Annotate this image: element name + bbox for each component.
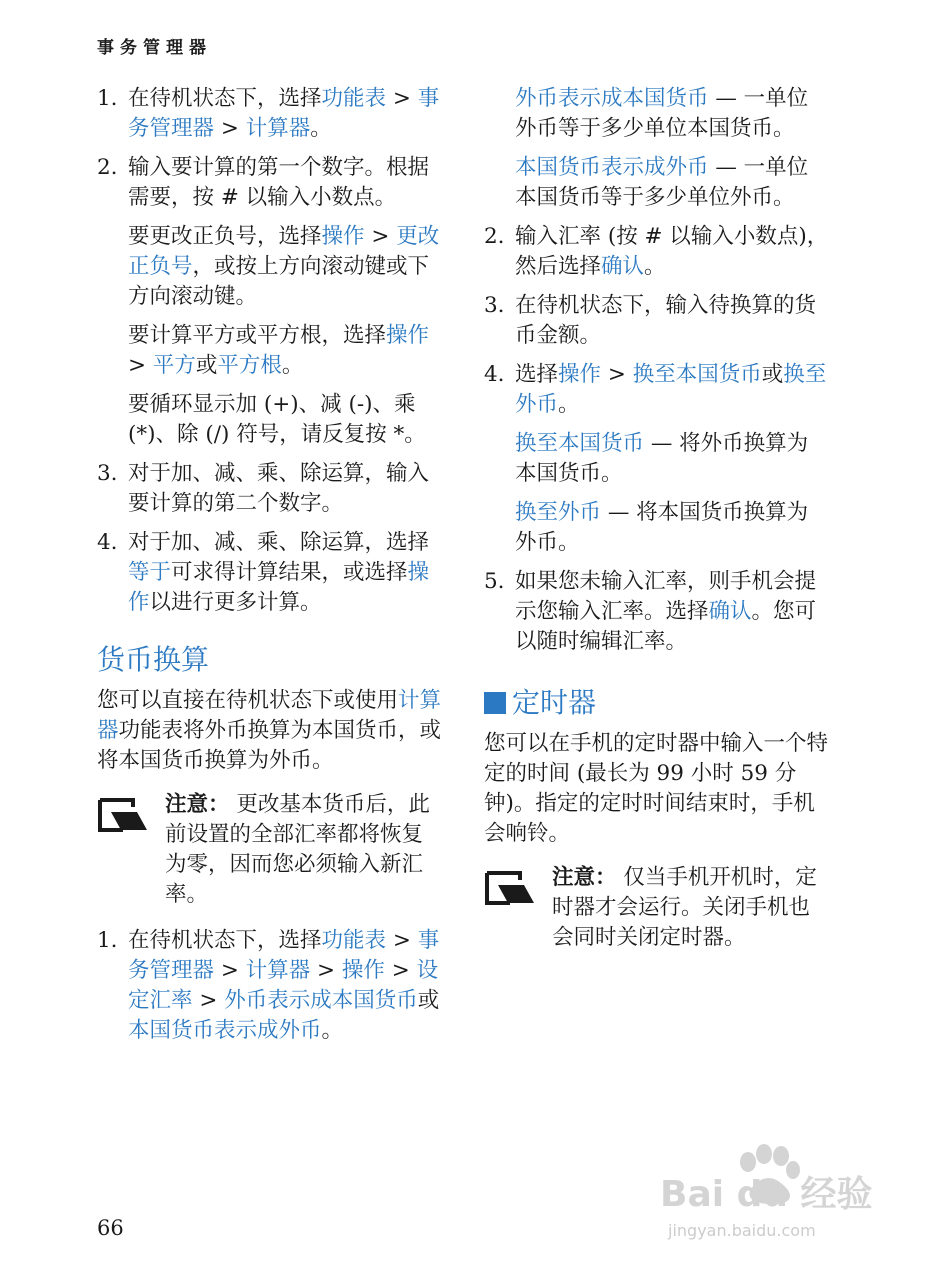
body-text: > — [214, 958, 246, 983]
menu-path-link: 操作 — [128, 560, 430, 615]
currency-steps-start — [97, 926, 442, 1046]
body-text: 输入要计算的第一个数字。根据需要，按 # 以输入小数点。 — [128, 155, 430, 210]
currency-options — [484, 84, 829, 213]
body-text: 对于加、减、乘、除运算，输入要计算的第二个数字。 — [128, 461, 430, 516]
body-text: 要计算平方或平方根，选择 — [128, 323, 387, 348]
step-text — [128, 459, 442, 519]
menu-path-link: 更改正负号 — [128, 224, 440, 279]
step-text — [128, 84, 442, 144]
note-pad-icon — [484, 869, 538, 909]
step-number: 1. — [97, 928, 118, 953]
menu-path-link: 计算器 — [245, 958, 311, 983]
step-text — [515, 222, 829, 282]
body-text: 输入汇率 (按 # 以输入小数点)，然后选择 — [515, 224, 829, 279]
step-text — [515, 567, 829, 657]
body-text: 。 — [558, 392, 580, 417]
step-sub-paragraph — [515, 84, 829, 144]
step-text — [515, 291, 829, 351]
step-number: 2. — [97, 155, 118, 180]
step-text — [128, 153, 442, 213]
step-text — [515, 360, 829, 420]
step-number: 1. — [97, 86, 118, 111]
step-number: 2. — [484, 224, 505, 249]
body-text: 。 — [281, 353, 304, 378]
step-number: 5. — [484, 569, 505, 594]
step-sub-paragraph — [128, 390, 442, 450]
body-text: 要更改正负号，选择 — [128, 224, 322, 249]
body-text: > — [192, 988, 225, 1013]
body-text: > — [214, 116, 246, 141]
body-text: 或 — [417, 988, 440, 1013]
list-item — [97, 926, 442, 1046]
list-item — [484, 291, 829, 351]
timer-intro: 您可以在手机的定时器中输入一个特定的时间 (最长为 99 小时 59 分钟)。指定的定时时间结束时，手机会响铃。 — [484, 731, 829, 846]
watermark-brand: Bai du 经验 — [660, 1174, 873, 1215]
note-text: 更改基本货币后，此前设置的全部汇率都将恢复为零，因而您必须输入新汇率。 — [165, 792, 430, 907]
timer-note — [484, 863, 829, 953]
square-bullet-icon — [484, 692, 506, 714]
menu-path-link: 设定汇率 — [128, 958, 439, 1013]
list-item — [97, 459, 442, 519]
body-text: — 一单位外币等于多少单位本国货币。 — [515, 86, 809, 141]
note-text: 仅当手机开机时，定时器才会运行。关闭手机也会同时关闭定时器。 — [552, 865, 817, 950]
menu-path-link: 计算器 — [245, 116, 311, 141]
body-text: > — [601, 362, 633, 387]
menu-path-link: 平方根 — [217, 353, 282, 378]
menu-path-link: 等于 — [128, 560, 172, 585]
menu-path-link: 事务管理器 — [128, 928, 440, 983]
body-text: 在待机状态下，输入待换算的货币金额。 — [515, 293, 817, 348]
timer-heading — [484, 683, 829, 723]
body-text: 。 — [644, 254, 666, 279]
menu-path-link: 外币表示成本国货币 — [224, 988, 418, 1013]
body-text: 如果您未输入汇率，则手机会提示您输入汇率。选择 — [515, 569, 817, 624]
menu-path-link: 平方 — [152, 353, 196, 378]
menu-path-link: 功能表 — [321, 86, 387, 111]
body-text: ，或按上方向滚动键或下方向滚动键。 — [128, 254, 430, 309]
list-item — [484, 567, 829, 657]
note-label: 注意： — [165, 792, 230, 817]
currency-heading: 货币换算 — [97, 643, 210, 676]
menu-path-link: 操作 — [386, 323, 430, 348]
menu-path-link: 换至本国货币 — [515, 431, 645, 456]
body-text: 可求得计算结果，或选择 — [171, 560, 408, 585]
body-text: 以进行更多计算。 — [149, 590, 322, 615]
menu-path-link: 确认 — [708, 599, 752, 624]
baidu-jingyan-watermark — [660, 1140, 875, 1250]
list-item — [484, 222, 829, 282]
step-sub-paragraph — [128, 321, 442, 381]
body-text: > — [364, 224, 397, 249]
body-text: > — [386, 86, 418, 111]
page-number: 66 — [97, 1216, 124, 1240]
body-text: 功能表将外币换算为本国货币，或将本国货币换算为外币。 — [97, 718, 442, 773]
menu-path-link: 外币表示成本国货币 — [515, 86, 709, 111]
body-text: 您可以直接在待机状态下或使用 — [97, 688, 399, 713]
watermark-url: jingyan.baidu.com — [668, 1221, 816, 1240]
timer-heading-text: 定时器 — [512, 686, 597, 719]
menu-path-link: 操作 — [321, 224, 365, 249]
body-text: 。您可以随时编辑汇率。 — [515, 599, 817, 654]
body-text: > — [384, 958, 417, 983]
calculator-steps — [97, 84, 442, 618]
list-item — [97, 84, 442, 144]
body-text: — 将外币换算为本国货币。 — [515, 431, 809, 486]
step-sub-paragraph — [515, 153, 829, 213]
menu-path-link: 本国货币表示成外币 — [128, 1018, 322, 1043]
step-text — [128, 528, 442, 618]
note-pad-icon — [97, 796, 151, 836]
body-text: 选择 — [515, 362, 559, 387]
menu-path-link: 换至本国货币 — [632, 362, 762, 387]
body-text: > — [386, 928, 418, 953]
left-column — [97, 84, 442, 1055]
body-text: > — [310, 958, 342, 983]
currency-note — [97, 790, 442, 910]
step-number: 3. — [484, 293, 505, 318]
body-text: 要循环显示加 (+)、减 (-)、乘 (*)、除 (/) 符号，请反复按 *。 — [128, 392, 426, 447]
body-text: — 将本国货币换算为外币。 — [515, 500, 809, 555]
step-sub-paragraph — [515, 498, 829, 558]
menu-path-link: 换至外币 — [515, 500, 602, 525]
body-text: 或 — [761, 362, 784, 387]
currency-steps — [484, 222, 829, 657]
menu-path-link: 操作 — [341, 958, 385, 983]
body-text: 或 — [195, 353, 218, 378]
list-item — [97, 528, 442, 618]
menu-path-link: 换至外币 — [515, 362, 827, 417]
step-number: 3. — [97, 461, 118, 486]
menu-path-link: 本国货币表示成外币 — [515, 155, 709, 180]
menu-path-link: 事务管理器 — [128, 86, 440, 141]
body-text: — 一单位本国货币等于多少单位外币。 — [515, 155, 809, 210]
menu-path-link: 功能表 — [321, 928, 387, 953]
body-text: 在待机状态下，选择 — [128, 928, 322, 953]
step-number: 4. — [484, 362, 505, 387]
menu-path-link: 计算器 — [97, 688, 442, 743]
step-sub-paragraph — [515, 429, 829, 489]
body-text: 。 — [310, 116, 332, 141]
body-text: 对于加、减、乘、除运算，选择 — [128, 530, 430, 555]
body-text: 在待机状态下，选择 — [128, 86, 322, 111]
menu-path-link: 确认 — [601, 254, 645, 279]
list-item — [97, 153, 442, 450]
step-text — [128, 926, 442, 1046]
note-label: 注意： — [552, 865, 617, 890]
step-sub-paragraph — [128, 222, 442, 312]
list-item — [484, 360, 829, 558]
step-number: 4. — [97, 530, 118, 555]
currency-intro — [97, 686, 442, 776]
running-header: 事务管理器 — [97, 38, 212, 58]
right-column — [484, 84, 829, 969]
menu-path-link: 操作 — [558, 362, 602, 387]
body-text: > — [128, 353, 153, 378]
body-text: 。 — [321, 1018, 344, 1043]
